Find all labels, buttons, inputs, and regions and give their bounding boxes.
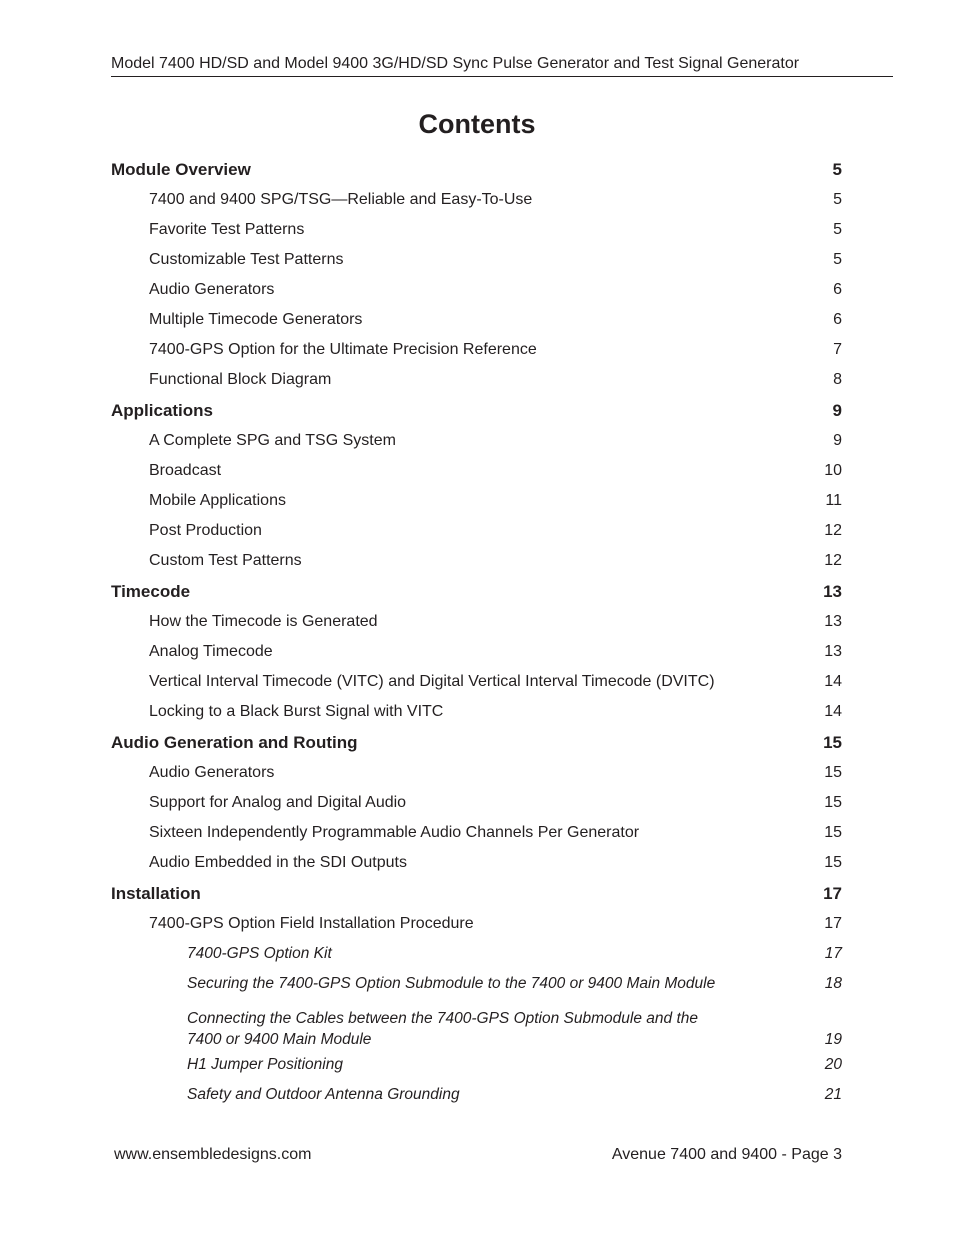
toc-entry-label: Post Production <box>149 522 262 539</box>
toc-subsection-entry[interactable] <box>111 516 842 546</box>
toc-subsection-entry[interactable] <box>111 305 842 335</box>
toc-subsection-entry[interactable] <box>111 546 842 576</box>
toc-entry-page-number: 13 <box>823 582 842 601</box>
toc-entry-page-number: 12 <box>824 522 842 539</box>
toc-entry-label: Locking to a Black Burst Signal with VITC <box>149 703 444 720</box>
toc-subsection-entry[interactable] <box>111 758 842 788</box>
toc-section-entry[interactable] <box>111 878 842 909</box>
toc-entry-label: Safety and Outdoor Antenna Grounding <box>187 1086 460 1103</box>
toc-entry-page-number: 14 <box>824 703 842 720</box>
toc-subsection-entry[interactable] <box>111 486 842 516</box>
toc-entry-label: A Complete SPG and TSG System <box>149 432 396 449</box>
toc-entry-page-number: 8 <box>833 371 842 388</box>
toc-entry-label: 7400-GPS Option Kit <box>187 945 332 962</box>
toc-entry-label: Broadcast <box>149 462 222 479</box>
toc-entry-page-number: 15 <box>824 824 842 841</box>
toc-entry-page-number: 19 <box>824 1031 842 1048</box>
toc-entry-page-number: 6 <box>833 311 842 328</box>
toc-subsection-entry[interactable] <box>111 456 842 486</box>
toc-entry-page-number: 15 <box>823 733 842 752</box>
toc-entry-label: Audio Embedded in the SDI Outputs <box>149 854 407 871</box>
toc-entry-page-number: 5 <box>833 251 842 268</box>
toc-entry-label: Connecting the Cables between the 7400-GPS Option Submodule and the 7400 or 9400 Main Module <box>187 1010 698 1048</box>
toc-entry-page-number: 17 <box>823 884 842 903</box>
toc-section-entry[interactable] <box>111 576 842 607</box>
toc-subsection-entry[interactable] <box>111 185 842 215</box>
running-header: Model 7400 HD/SD and Model 9400 3G/HD/SD Sync Pulse Generator and Test Signal Generator <box>111 54 893 77</box>
toc-entry-page-number: 14 <box>824 673 842 690</box>
toc-subsection-entry[interactable] <box>111 637 842 667</box>
toc-entry-page-number: 15 <box>824 854 842 871</box>
toc-entry-label: Favorite Test Patterns <box>149 221 305 238</box>
toc-entry-label: Sixteen Independently Programmable Audio Channels Per Generator <box>149 824 640 841</box>
footer-website-link[interactable]: www.ensembledesigns.com <box>114 1146 312 1163</box>
toc-entry-label: 7400-GPS Option Field Installation Procedure <box>149 915 474 932</box>
toc-entry-page-number: 15 <box>824 764 842 781</box>
toc-entry-page-number: 17 <box>824 945 842 962</box>
toc-entry-label: Audio Generators <box>149 281 275 298</box>
toc-subsection-entry[interactable] <box>111 426 842 456</box>
toc-entry-page-number: 17 <box>824 915 842 932</box>
toc-entry-label: How the Timecode is Generated <box>149 613 378 630</box>
toc-entry-label: Audio Generation and Routing <box>111 733 358 752</box>
toc-entry-label: Applications <box>111 401 214 420</box>
toc-entry-label: Customizable Test Patterns <box>149 251 344 268</box>
toc-entry-label: 7400 and 9400 SPG/TSG—Reliable and Easy-To-Use <box>149 191 533 208</box>
toc-entry-label: Vertical Interval Timecode (VITC) and Digital Vertical Interval Timecode (DVITC) <box>149 673 715 690</box>
toc-subsubsection-entry[interactable] <box>111 969 842 999</box>
toc-entry-page-number: 5 <box>833 191 842 208</box>
toc-subsection-entry[interactable] <box>111 607 842 637</box>
toc-entry-label: Custom Test Patterns <box>149 552 302 569</box>
toc-entry-page-number: 11 <box>825 492 842 509</box>
toc-entry-label: Installation <box>111 884 201 903</box>
toc-entry-page-number: 5 <box>833 221 842 238</box>
toc-subsection-entry[interactable] <box>111 788 842 818</box>
table-of-contents <box>111 154 842 1110</box>
toc-entry-label: Functional Block Diagram <box>149 371 332 388</box>
toc-entry-page-number: 18 <box>824 975 842 992</box>
toc-entry-page-number: 21 <box>824 1086 842 1103</box>
toc-subsection-entry[interactable] <box>111 335 842 365</box>
toc-entry-label: H1 Jumper Positioning <box>187 1056 343 1073</box>
toc-subsection-entry[interactable] <box>111 909 842 939</box>
toc-subsection-entry[interactable] <box>111 215 842 245</box>
toc-entry-label: Audio Generators <box>149 764 275 781</box>
toc-entry-page-number: 7 <box>833 341 842 358</box>
toc-entry-page-number: 5 <box>832 160 842 179</box>
toc-subsection-entry[interactable] <box>111 848 842 878</box>
toc-section-entry[interactable] <box>111 154 842 185</box>
toc-entry-page-number: 20 <box>824 1056 842 1073</box>
toc-subsubsection-entry[interactable] <box>111 999 842 1050</box>
toc-entry-page-number: 12 <box>824 552 842 569</box>
toc-entry-page-number: 15 <box>824 794 842 811</box>
toc-entry-page-number: 13 <box>824 613 842 630</box>
toc-entry-label: Mobile Applications <box>149 492 286 509</box>
toc-subsection-entry[interactable] <box>111 245 842 275</box>
toc-subsubsection-entry[interactable] <box>111 1050 842 1080</box>
page-title: Contents <box>418 109 536 139</box>
toc-subsection-entry[interactable] <box>111 818 842 848</box>
toc-section-entry[interactable] <box>111 727 842 758</box>
toc-subsubsection-entry[interactable] <box>111 939 842 969</box>
toc-entry-page-number: 9 <box>832 401 842 420</box>
toc-section-entry[interactable] <box>111 395 842 426</box>
toc-subsection-entry[interactable] <box>111 697 842 727</box>
toc-entry-page-number: 6 <box>833 281 842 298</box>
toc-entry-label: Securing the 7400-GPS Option Submodule to the 7400 or 9400 Main Module <box>187 975 716 992</box>
toc-entry-label: Multiple Timecode Generators <box>149 311 363 328</box>
toc-entry-page-number: 13 <box>824 643 842 660</box>
toc-entry-label: Timecode <box>111 582 191 601</box>
toc-subsubsection-entry[interactable] <box>111 1080 842 1110</box>
toc-subsection-entry[interactable] <box>111 667 842 697</box>
toc-entry-page-number: 10 <box>824 462 842 479</box>
toc-entry-label: Module Overview <box>111 160 251 179</box>
toc-entry-label: 7400-GPS Option for the Ultimate Precision Reference <box>149 341 537 358</box>
toc-entry-page-number: 9 <box>833 432 842 449</box>
toc-subsection-entry[interactable] <box>111 365 842 395</box>
footer-page-label: Avenue 7400 and 9400 - Page 3 <box>611 1146 842 1163</box>
toc-entry-label: Analog Timecode <box>149 643 273 660</box>
toc-subsection-entry[interactable] <box>111 275 842 305</box>
toc-entry-label: Support for Analog and Digital Audio <box>149 794 407 811</box>
